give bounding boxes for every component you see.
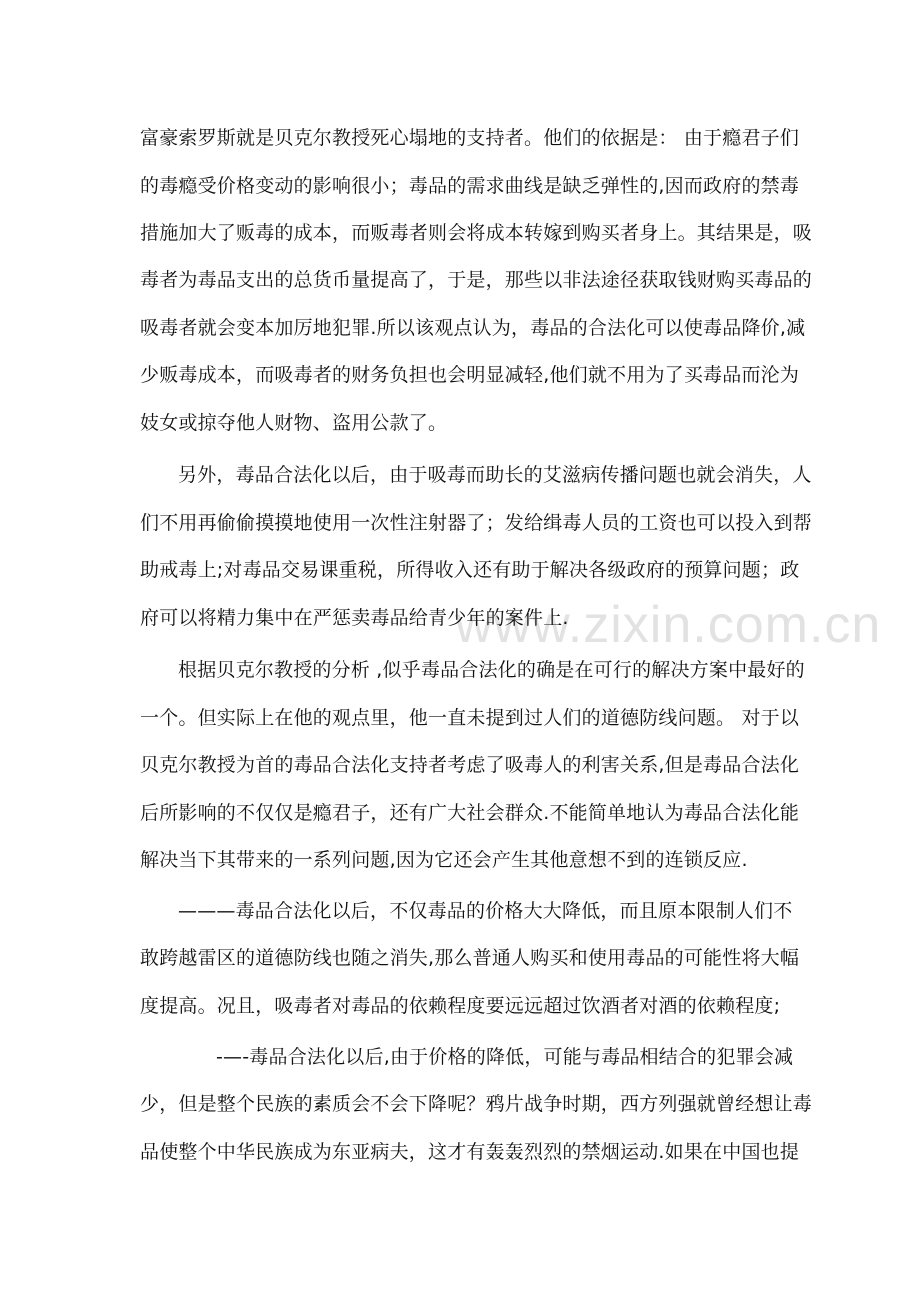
paragraph-1-line-6: 少贩毒成本，而吸毒者的财务负担也会明显减轻,他们就不用为了买毒品而沦为 <box>140 364 800 386</box>
paragraph-2-line-3: 助戒毒上;对毒品交易课重税，所得收入还有助于解决各级政府的预算问题；政 <box>140 559 800 581</box>
paragraph-5-line-1: -—-毒品合法化以后,由于价格的降低，可能与毒品相结合的犯罪会减 <box>216 1046 794 1068</box>
paragraph-3-line-2: 一个。但实际上在他的观点里，他一直未提到过人们的道德防线问题。 对于以 <box>140 707 800 729</box>
watermark-text: www.zixin.com.cn <box>455 596 882 654</box>
paragraph-1-line-7: 妓女或掠夺他人财物、盗用公款了。 <box>140 412 448 434</box>
paragraph-4-line-3: 度提高。况且，吸毒者对毒品的依赖程度要远远超过饮酒者对酒的依赖程度; <box>140 995 781 1017</box>
paragraph-3-line-5: 解决当下其带来的一系列问题,因为它还会产生其他意想不到的连锁反应. <box>140 849 748 871</box>
paragraph-4-line-1: ———毒品合法化以后，不仅毒品的价格大大降低，而且原本限制人们不 <box>178 900 793 922</box>
paragraph-1-line-3: 措施加大了贩毒的成本，而贩毒者则会将成本转嫁到购买者身上。其结果是，吸 <box>140 222 813 244</box>
paragraph-2-line-4: 府可以将精力集中在严惩卖毒品给青少年的案件上. <box>140 607 569 629</box>
paragraph-2-line-2: 们不用再偷偷摸摸地使用一次性注射器了；发给缉毒人员的工资也可以投入到帮 <box>140 512 813 534</box>
paragraph-5-line-2: 少，但是整个民族的素质会不会下降呢？鸦片战争时期，西方列强就曾经想让毒 <box>140 1093 813 1115</box>
paragraph-1-line-1: 富豪索罗斯就是贝克尔教授死心塌地的支持者。他们的依据是： 由于瘾君子们 <box>140 127 800 149</box>
paragraph-1-line-5: 吸毒者就会变本加厉地犯罪.所以该观点认为，毒品的合法化可以使毒品降价,减 <box>140 317 806 339</box>
paragraph-3-line-1: 根据贝克尔教授的分析 ,似乎毒品合法化的确是在可行的解决方案中最好的 <box>178 659 805 681</box>
paragraph-3-line-4: 后所影响的不仅仅是瘾君子，还有广大社会群众.不能简单地认为毒品合法化能 <box>140 802 800 824</box>
paragraph-3-line-3: 贝克尔教授为首的毒品合法化支持者考虑了吸毒人的利害关系,但是毒品合法化 <box>140 754 800 776</box>
paragraph-5-line-3: 品使整个中华民族成为东亚病夫，这才有轰轰烈烈的禁烟运动.如果在中国也提 <box>140 1141 800 1163</box>
paragraph-4-line-2: 敢跨越雷区的道德防线也随之消失,那么普通人购买和使用毒品的可能性将大幅 <box>140 947 800 969</box>
paragraph-1-line-4: 毒者为毒品支出的总货币量提高了，于是，那些以非法途径获取钱财购买毒品的 <box>140 269 813 291</box>
paragraph-1-line-2: 的毒瘾受价格变动的影响很小；毒品的需求曲线是缺乏弹性的,因而政府的禁毒 <box>140 175 800 197</box>
paragraph-2-line-1: 另外，毒品合法化以后，由于吸毒而助长的艾滋病传播问题也就会消失，人 <box>178 464 812 486</box>
